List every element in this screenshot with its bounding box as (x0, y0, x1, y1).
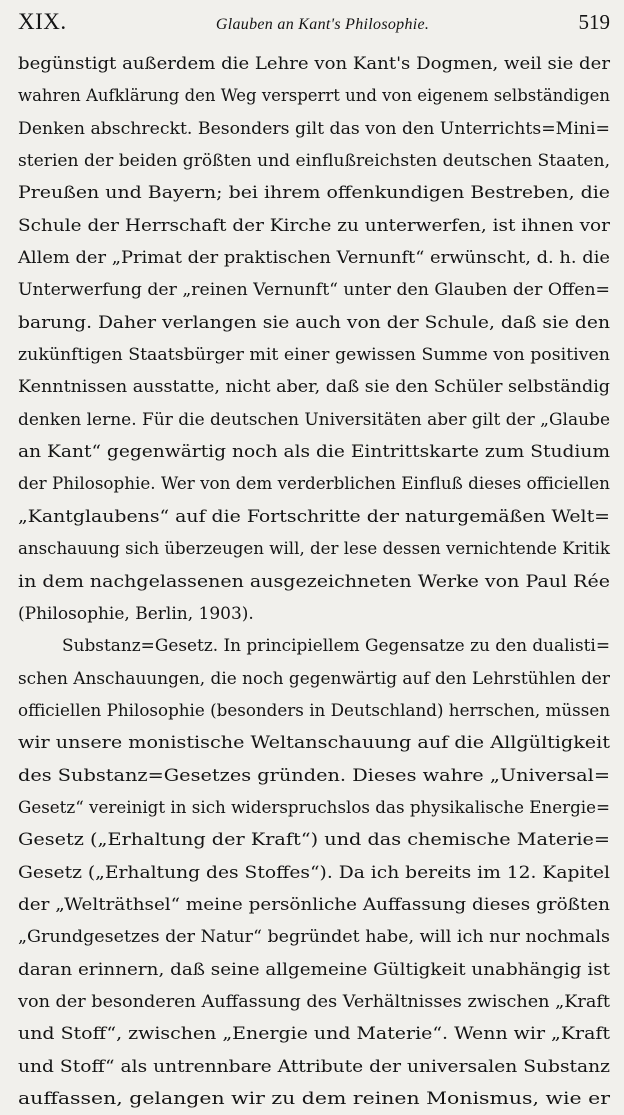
text-line: sterien der beiden größten und einflußreichsten deutschen Staaten, (18, 151, 611, 172)
text-line: Gesetz („Erhaltung der Kraft“) und das chemische Materie= (18, 830, 611, 851)
section-heading-line: Substanz=Gesetz. In principiellem Gegensatze zu den dualisti= (62, 636, 611, 657)
text-line: zukünftigen Staatsbürger mit einer gewissen Summe von positiven (18, 345, 610, 366)
text-line: des Substanz=Gesetzes gründen. Dieses wahre „Universal= (18, 765, 611, 786)
text-line: Unterwerfung der „reinen Vernunft“ unter den Glauben der Offen= (18, 280, 611, 301)
text-line: „Kantglaubens“ auf die Fortschritte der naturgemäßen Welt= (18, 506, 610, 527)
text-line: Schule der Herrschaft der Kirche zu unterwerfen, ist ihnen vor (18, 215, 610, 236)
text-line: Preußen und Bayern; bei ihrem offenkundigen Bestreben, die (18, 183, 611, 204)
body-text (18, 48, 610, 1115)
text-line: anschauung sich überzeugen will, der lese dessen vernichtende Kritik (18, 539, 610, 560)
running-header (18, 9, 610, 39)
text-line: Gesetz („Erhaltung des Stoffes“). Da ich bereits im 12. Kapitel (18, 862, 610, 883)
text-line: der Philosophie. Wer von dem verderblichen Einfluß dieses officiellen (18, 474, 610, 495)
text-line: schen Anschauungen, die noch gegenwärtig auf den Lehrstühlen der (18, 668, 610, 689)
page-number: 519 (578, 10, 610, 34)
text-line: der „Welträthsel“ meine persönliche Auffassung dieses größten (18, 894, 610, 915)
text-line: wir unsere monistische Weltanschauung auf die Allgültigkeit (18, 733, 611, 754)
running-title: Glauben an Kant's Philosophie. (215, 16, 430, 33)
text-line: barung. Daher verlangen sie auch von der Schule, daß sie den (18, 312, 610, 333)
text-line: von der besonderen Auffassung des Verhältnisses zwischen „Kraft (18, 991, 610, 1012)
text-line: officiellen Philosophie (besonders in Deutschland) herrschen, müssen (18, 700, 610, 721)
text-line: daran erinnern, daß seine allgemeine Gültigkeit unabhängig ist (18, 959, 610, 980)
text-line: und Stoff“ als untrennbare Attribute der universalen Substanz (18, 1056, 611, 1077)
text-line: wahren Aufklärung den Weg versperrt und von eigenem selbständigen (18, 86, 610, 107)
text-line: „Grundgesetzes der Natur“ begründet habe, will ich nur nochmals (18, 927, 610, 948)
text-line: Kenntnissen ausstatte, nicht aber, daß sie den Schüler selbständig (18, 377, 611, 398)
text-line: auffassen, gelangen wir zu dem reinen Monismus, wie er (18, 1089, 610, 1109)
text-line: Gesetz“ vereinigt in sich widerspruchslos das physikalische Energie= (18, 797, 611, 818)
text-line: Denken abschreckt. Besonders gilt das von den Unterrichts=Mini= (18, 118, 610, 139)
text-line: (Philosophie, Berlin, 1903). (18, 603, 254, 624)
text-line: an Kant“ gegenwärtig noch als die Eintrittskarte zum Studium (18, 442, 610, 463)
text-line: begünstigt außerdem die Lehre von Kant's Dogmen, weil sie der (18, 54, 610, 74)
text-line: und Stoff“, zwischen „Energie und Materie“. Wenn wir „Kraft (18, 1024, 610, 1045)
text-line: denken lerne. Für die deutschen Universitäten aber gilt der „Glaube (18, 409, 611, 430)
text-line: in dem nachgelassenen ausgezeichneten Werke von Paul Rée (18, 571, 610, 592)
text-line: Allem der „Primat der praktischen Vernunft“ erwünscht, d. h. die (18, 248, 610, 269)
chapter-number: XIX. (18, 9, 67, 34)
